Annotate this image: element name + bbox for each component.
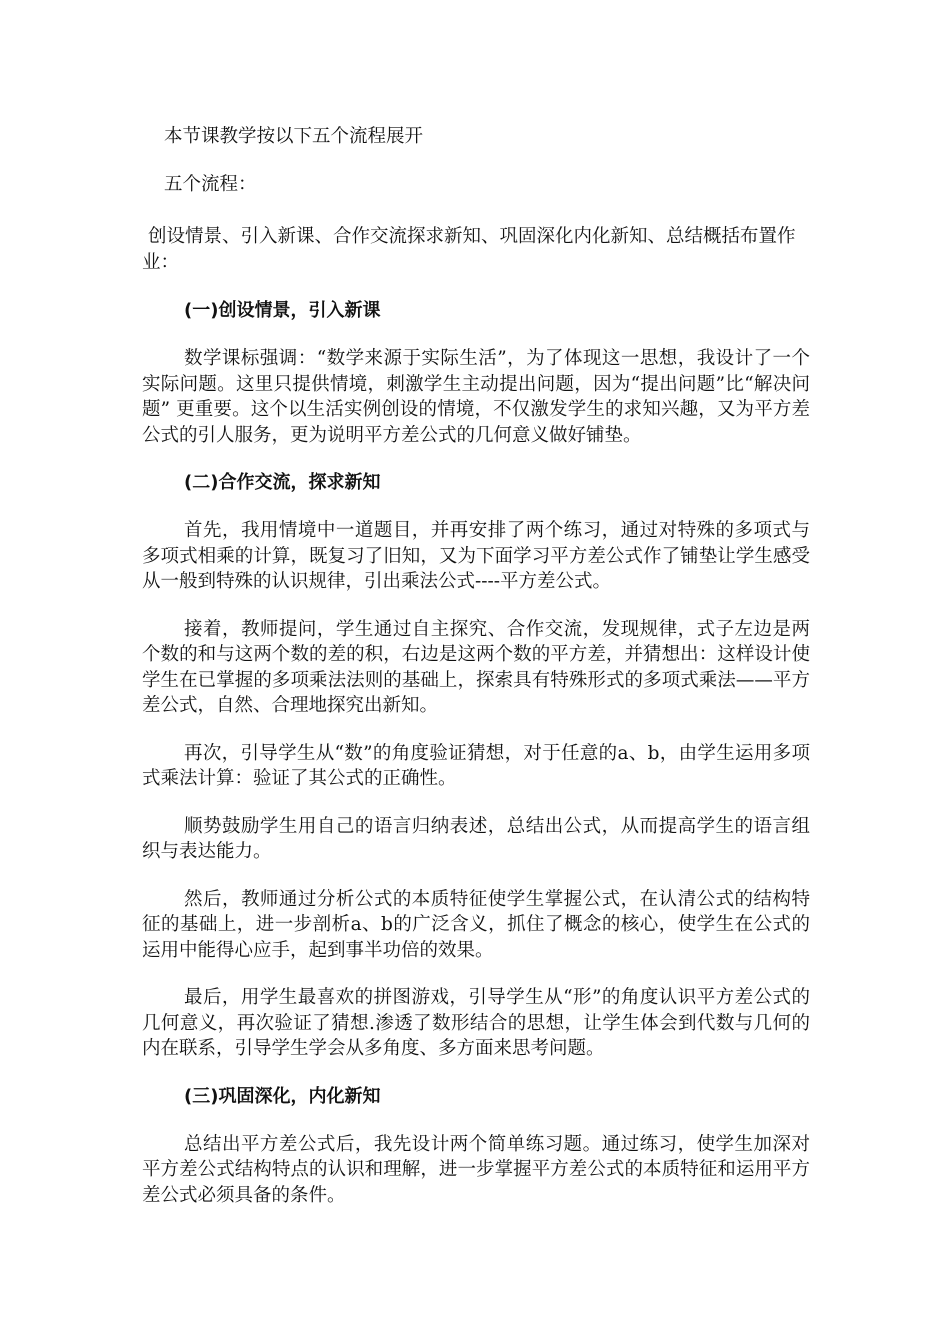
paragraph: 接着，教师提问，学生通过自主探究、合作交流，发现规律，式子左边是两个数的和与这两个数的差的积，右边是这两个数的平方差，并猜想出：这样设计使学生在已掌握的多项乘法法则的基础上，探索具有特殊形式的多项式乘法——平方差公式，自然、合理地探究出新知。 [142,618,810,716]
paragraph: 最后，用学生最喜欢的拼图游戏，引导学生从“形”的角度认识平方差公式的几何意义，再次验证了猜想.渗透了数形结合的思想，让学生体会到代数与几何的内在联系，引导学生学会从多角度、多方面来思考问题。 [142,987,810,1059]
document-page [142,124,810,1230]
paragraph: 数学课标强调：“数学来源于实际生活”，为了体现这一思想，我设计了一个实际问题。这里只提供情境，刺激学生主动提出问题，因为“提出问题”比“解决问题” 更重要。这个以生活实例创设的情境，不仅激发学生的求知兴趣，又为平方差公式的引人服务，更为说明平方差公式的几何意义做好铺垫。 [142,348,810,446]
paragraph: 再次，引导学生从“数”的角度验证猜想，对于任意的a、b，由学生运用多项式乘法计算：验证了其公式的正确性。 [142,742,810,789]
section-heading-1: (一)创设情景，引入新课 [184,300,381,321]
paragraph: 顺势鼓励学生用自己的语言归纳表述，总结出公式，从而提高学生的语言组织与表达能力。 [142,815,810,862]
five-processes-label: 五个流程： [164,174,257,195]
paragraph: 首先，我用情境中一道题目，并再安排了两个练习，通过对特殊的多项式与多项式相乘的计算，既复习了旧知，又为下面学习平方差公式作了铺垫让学生感受从一般到特殊的认识规律，引出乘法公式----平方差公式。 [142,520,810,592]
paragraph: 总结出平方差公式后，我先设计两个简单练习题。通过练习，使学生加深对平方差公式结构特点的认识和理解，进一步掌握平方差公式的本质特征和运用平方差公式必须具备的条件。 [142,1133,810,1206]
paragraph: 然后，教师通过分析公式的本质特征使学生掌握公式，在认清公式的结构特征的基础上，进一步剖析a、b的广泛含义，抓住了概念的核心，使学生在公式的运用中能得心应手，起到事半功倍的效果。 [142,888,810,961]
process-list: 创设情景、引入新课、合作交流探求新知、巩固深化内化新知、总结概括布置作业： [142,226,796,273]
lesson-flow-intro: 本节课教学按以下五个流程展开 [164,126,424,147]
section-heading-2: (二)合作交流，探求新知 [184,472,381,493]
section-heading-3: (三)巩固深化，内化新知 [184,1085,381,1107]
